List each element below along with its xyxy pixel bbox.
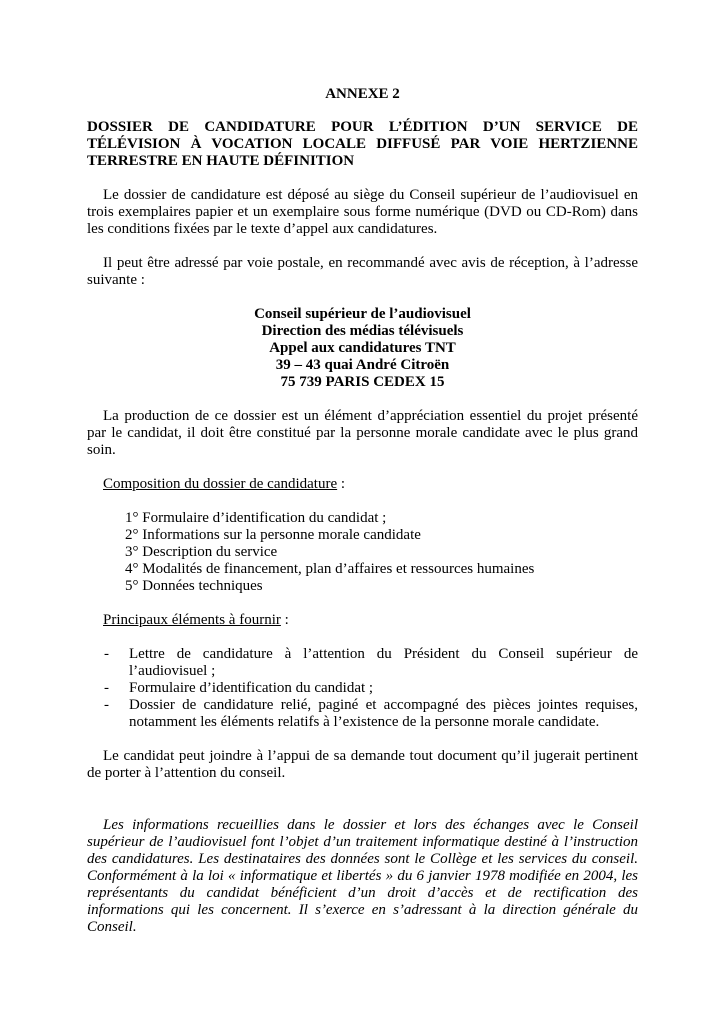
composition-list — [87, 510, 638, 595]
address-line-5: 75 739 PARIS CEDEX 15 — [280, 374, 445, 390]
address-line-2: Direction des médias télévisuels — [261, 323, 464, 339]
composition-item-5: 5° Données techniques — [125, 578, 263, 594]
postal-address — [87, 306, 638, 391]
principaux-item-text: Lettre de candidature à l’attention du Président du Conseil supérieur de l’audiovisuel ; — [129, 646, 638, 679]
bullet-dash: - — [104, 680, 109, 696]
address-line-4: 39 – 43 quai André Citroën — [275, 357, 450, 373]
composition-heading — [87, 476, 638, 493]
annexe-title: ANNEXE 2 — [325, 86, 400, 102]
principaux-heading-suffix: : — [280, 612, 289, 628]
composition-heading-text: Composition du dossier de candidature — [103, 476, 338, 492]
address-line-1: Conseil supérieur de l’audiovisuel — [254, 306, 471, 322]
dossier-title-line-3: TERRESTRE EN HAUTE DÉFINITION — [87, 153, 355, 169]
dossier-title-line-1: DOSSIER DE CANDIDATURE POUR L’ÉDITION D’UN SERVICE DE — [87, 119, 638, 135]
principaux-item-3 — [87, 697, 638, 731]
paragraph-production: La production de ce dossier est un élément d’appréciation essentiel du projet présenté par le candidat, il doit être constitué par la personne morale candidate avec le plus grand soin. — [87, 408, 638, 458]
principaux-list — [87, 646, 638, 731]
composition-item-4: 4° Modalités de financement, plan d’affaires et ressources humaines — [125, 561, 535, 577]
principaux-item-1 — [87, 646, 638, 680]
principaux-item-text: Formulaire d’identification du candidat ; — [129, 680, 374, 696]
composition-item-1: 1° Formulaire d’identification du candidat ; — [125, 510, 387, 526]
paragraph-privacy-notice: Les informations recueillies dans le dossier et lors des échanges avec le Conseil supérieur de l’audiovisuel font l’objet d’un traitement informatique destiné à l’instruction des candidatures. Les destinataires des données sont le Collège et les services du conseil. Conformément à la loi « informatique et libertés » du 6 janvier 1978 modifiée en 2004, les représentants du candidat bénéficient d’un droit d’accès et de rectification des informations qui les concernent. Il s’exerce en s’adressant à la direction générale du Conseil. — [87, 817, 638, 935]
composition-heading-suffix: : — [337, 476, 346, 492]
paragraph-deposit: Le dossier de candidature est déposé au siège du Conseil supérieur de l’audiovisuel en trois exemplaires papier et un exemplaire sous forme numérique (DVD ou CD-Rom) dans les conditions fixées par le texte d’appel aux candidatures. — [87, 187, 638, 237]
composition-item-2: 2° Informations sur la personne morale candidate — [125, 527, 421, 543]
principaux-item-2 — [87, 680, 638, 697]
dossier-title-line-2: TÉLÉVISION À VOCATION LOCALE DIFFUSÉ PAR VOIE HERTZIENNE — [87, 136, 638, 152]
bullet-dash: - — [104, 697, 109, 713]
composition-item-3: 3° Description du service — [125, 544, 278, 560]
bullet-dash: - — [104, 646, 109, 662]
paragraph-postal: Il peut être adressé par voie postale, en recommandé avec avis de réception, à l’adresse suivante : — [87, 255, 638, 288]
principaux-heading-text: Principaux éléments à fournir — [103, 612, 281, 628]
page-content — [87, 82, 638, 936]
dossier-title — [87, 119, 638, 170]
address-line-3: Appel aux candidatures TNT — [269, 340, 456, 356]
principaux-item-text: Dossier de candidature relié, paginé et accompagné des pièces jointes requises, notamment les éléments relatifs à l’existence de la personne morale candidate. — [129, 697, 638, 730]
principaux-heading — [87, 612, 638, 629]
paragraph-joindre: Le candidat peut joindre à l’appui de sa demande tout document qu’il jugerait pertinent de porter à l’attention du conseil. — [87, 748, 638, 781]
